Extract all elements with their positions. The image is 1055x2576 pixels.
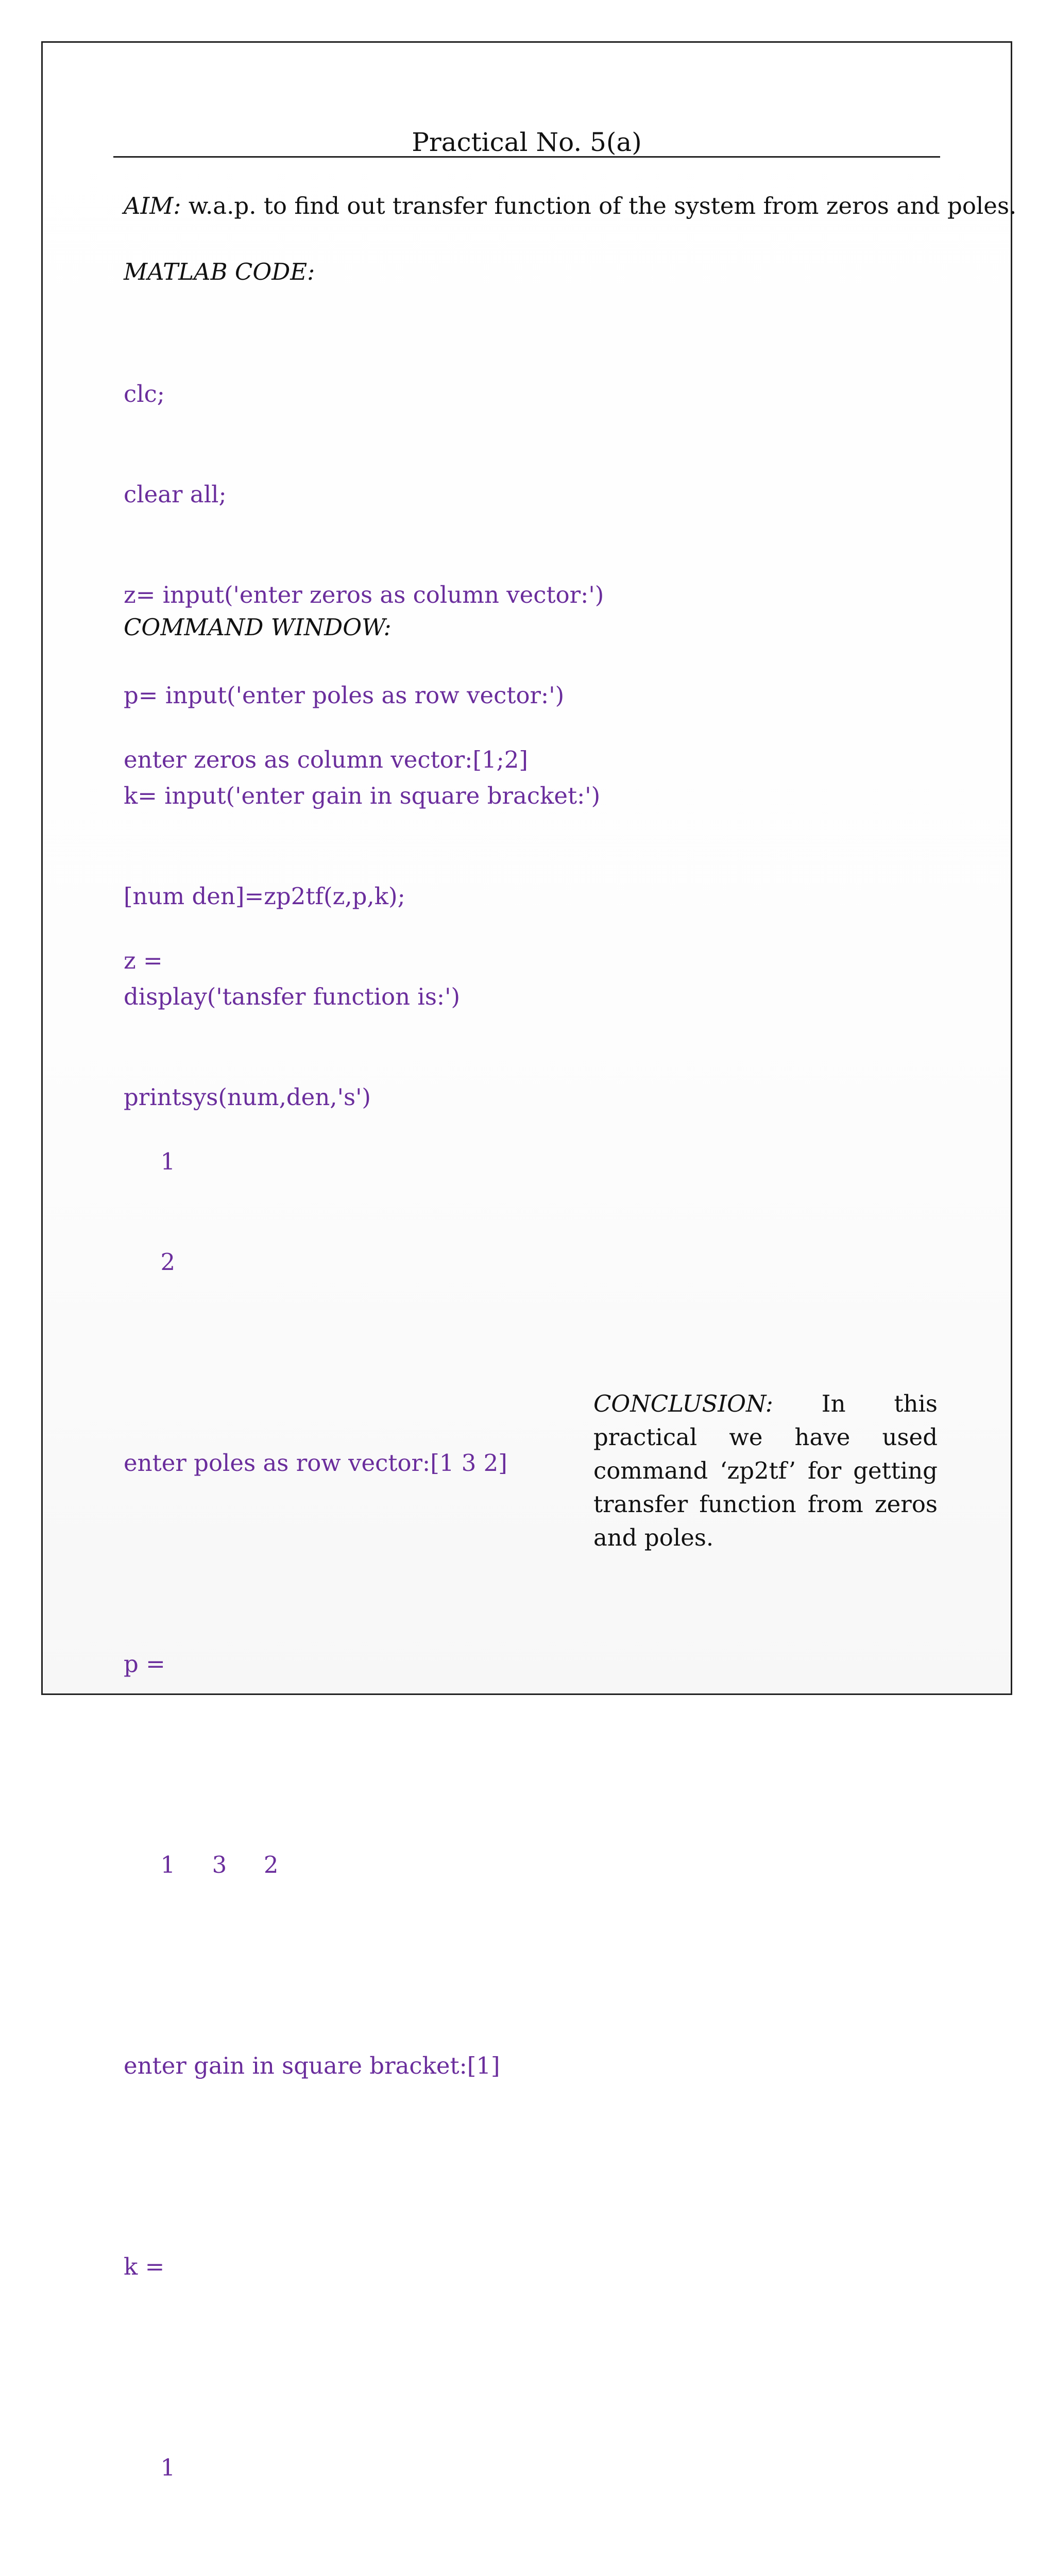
output-line: z = (124, 947, 163, 974)
code-line: display('tansfer function is:') (124, 983, 461, 1010)
code-line: clear all; (124, 481, 227, 508)
conclusion (593, 1387, 938, 1554)
code-line: clc; (124, 380, 165, 408)
output-line: k = (124, 2253, 165, 2280)
title-underline (113, 156, 940, 158)
command-window-heading: COMMAND WINDOW: (124, 614, 392, 641)
output-line: 1 (124, 1148, 176, 1175)
output-line: enter zeros as column vector:[1;2] (124, 746, 528, 773)
aim-text: w.a.p. to find out transfer function of the system from zeros and poles. (181, 192, 1017, 219)
output-line (124, 2149, 528, 2183)
code-line: p= input('enter poles as row vector:') (124, 682, 565, 709)
code-line: k= input('enter gain in square bracket:') (124, 782, 601, 809)
page-title: Practical No. 5(a) (412, 127, 642, 157)
output-line: 1 (124, 2454, 176, 2481)
output-line (124, 1346, 528, 1379)
output-line (124, 2350, 528, 2384)
command-window-output (124, 676, 528, 2576)
conclusion-label: CONCLUSION: (593, 1390, 773, 1417)
aim-statement (124, 192, 1016, 221)
conclusion-text: In this practical we have used command ‘zp2tf’ for getting transfer function from zeros and poles. (593, 1390, 938, 1551)
code-line: [num den]=zp2tf(z,p,k); (124, 883, 405, 910)
output-line: enter gain in square bracket:[1] (124, 2052, 500, 2079)
output-line (124, 843, 528, 877)
output-line: 2 (124, 1248, 176, 1276)
output-line: p = (124, 1650, 165, 1677)
output-line: enter poles as row vector:[1 3 2] (124, 1449, 507, 1477)
output-line (124, 1748, 528, 1781)
output-line (124, 2551, 528, 2576)
output-line (124, 1948, 528, 1982)
matlab-code-heading: MATLAB CODE: (124, 258, 315, 285)
code-line: z= input('enter zeros as column vector:') (124, 581, 604, 608)
output-line: 1 3 2 (124, 1851, 279, 1878)
output-line (124, 1044, 528, 1078)
output-line (124, 1547, 528, 1580)
aim-label: AIM: (124, 192, 181, 219)
code-line: printsys(num,den,'s') (124, 1083, 371, 1111)
